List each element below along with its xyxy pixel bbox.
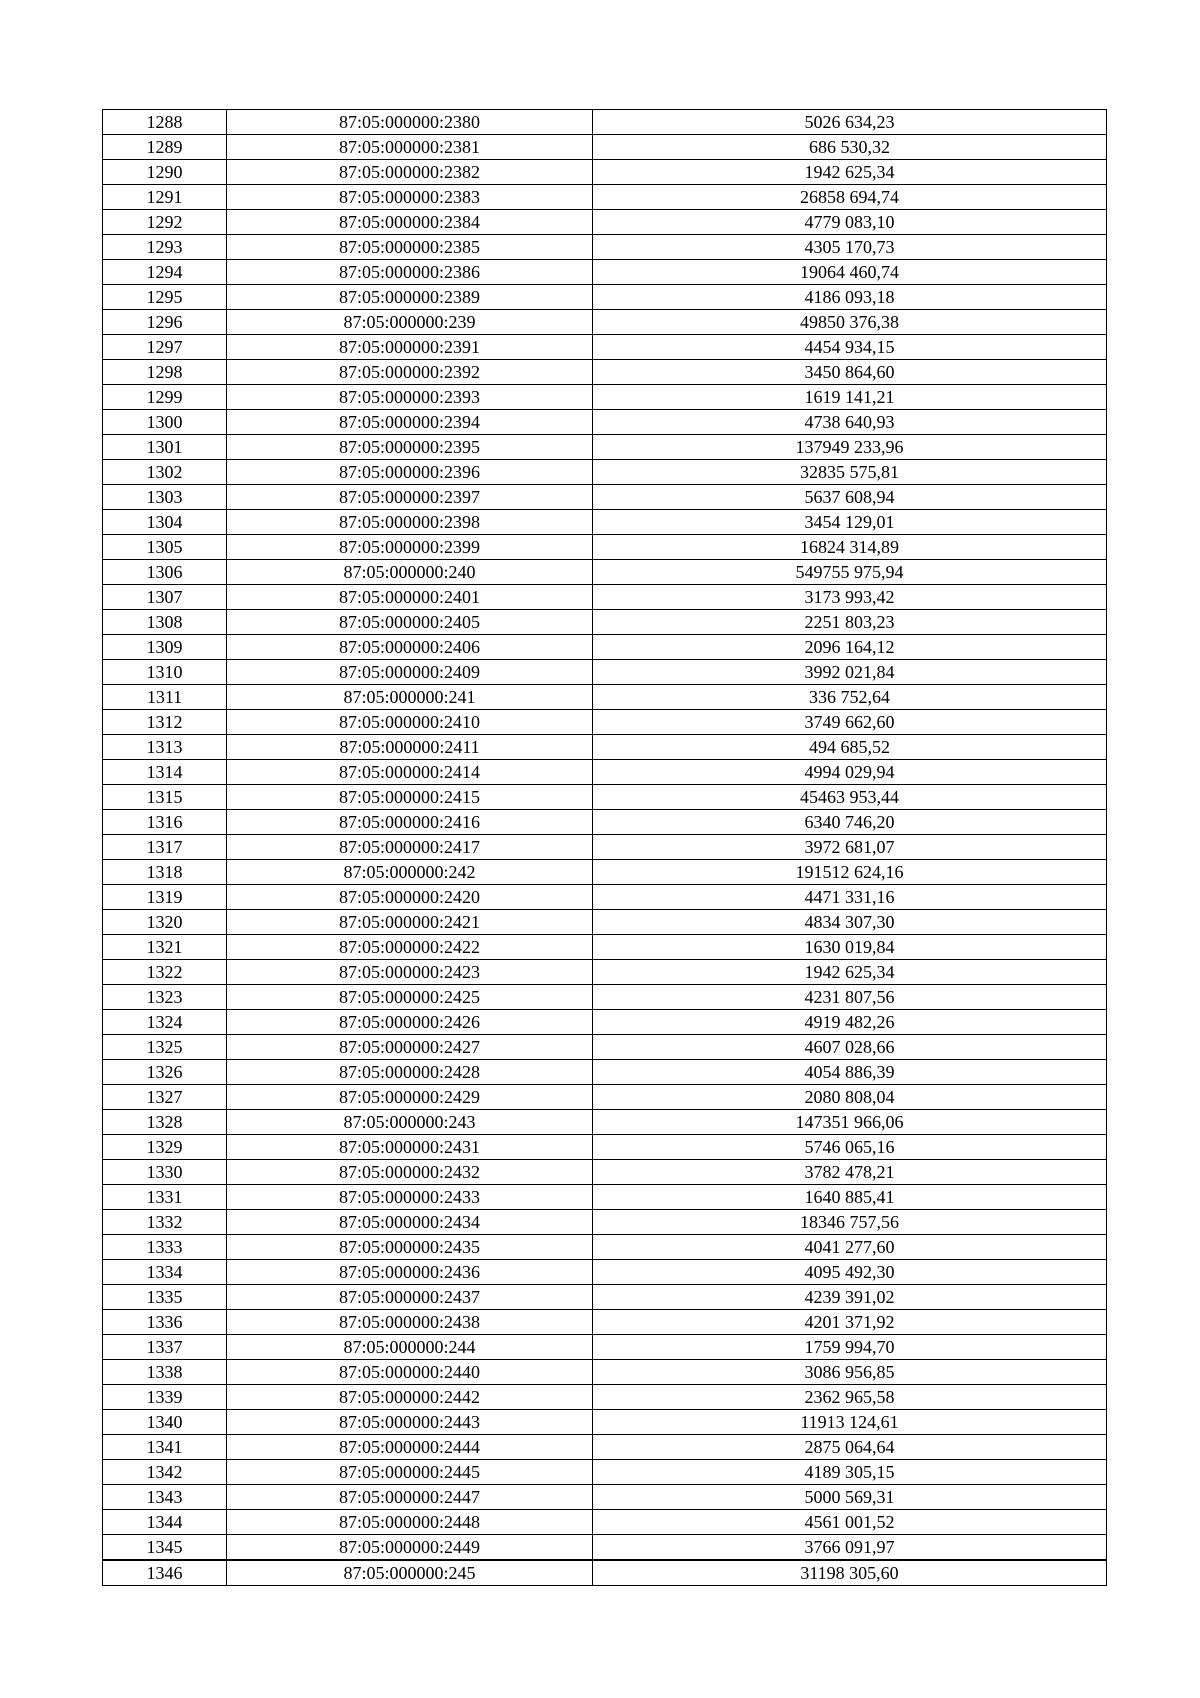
row-number-cell: 1346 <box>103 1560 227 1586</box>
table-row <box>103 385 1107 410</box>
table-row <box>103 285 1107 310</box>
cadastral-value-cell: 4779 083,10 <box>593 210 1107 235</box>
table-row <box>103 835 1107 860</box>
row-number-cell: 1304 <box>103 510 227 535</box>
table-row <box>103 910 1107 935</box>
cadastral-value-cell: 3992 021,84 <box>593 660 1107 685</box>
cadastral-value-cell: 137949 233,96 <box>593 435 1107 460</box>
row-number-cell: 1338 <box>103 1360 227 1385</box>
row-number-cell: 1343 <box>103 1485 227 1510</box>
cadastral-value-cell: 4738 640,93 <box>593 410 1107 435</box>
row-number-cell: 1344 <box>103 1510 227 1535</box>
row-number-cell: 1337 <box>103 1335 227 1360</box>
table-row <box>103 1010 1107 1035</box>
cadastral-number-cell: 87:05:000000:2393 <box>227 385 593 410</box>
table-row <box>103 1310 1107 1335</box>
cadastral-value-cell: 4054 886,39 <box>593 1060 1107 1085</box>
cadastral-value-cell: 3782 478,21 <box>593 1160 1107 1185</box>
cadastral-number-cell: 87:05:000000:2435 <box>227 1235 593 1260</box>
table-row <box>103 585 1107 610</box>
cadastral-number-cell: 87:05:000000:2417 <box>227 835 593 860</box>
cadastral-number-cell: 87:05:000000:2434 <box>227 1210 593 1235</box>
table-row <box>103 1410 1107 1435</box>
row-number-cell: 1297 <box>103 335 227 360</box>
row-number-cell: 1292 <box>103 210 227 235</box>
row-number-cell: 1303 <box>103 485 227 510</box>
row-number-cell: 1324 <box>103 1010 227 1035</box>
table-row <box>103 435 1107 460</box>
row-number-cell: 1334 <box>103 1260 227 1285</box>
cadastral-number-cell: 87:05:000000:2429 <box>227 1085 593 1110</box>
cadastral-number-cell: 87:05:000000:2438 <box>227 1310 593 1335</box>
cadastral-number-cell: 87:05:000000:2420 <box>227 885 593 910</box>
cadastral-value-cell: 1630 019,84 <box>593 935 1107 960</box>
cadastral-number-cell: 87:05:000000:2401 <box>227 585 593 610</box>
cadastral-number-cell: 87:05:000000:2395 <box>227 435 593 460</box>
cadastral-value-cell: 2096 164,12 <box>593 635 1107 660</box>
table-row <box>103 760 1107 785</box>
cadastral-value-cell: 1942 625,34 <box>593 960 1107 985</box>
cadastral-value-cell: 3086 956,85 <box>593 1360 1107 1385</box>
table-row <box>103 1435 1107 1460</box>
row-number-cell: 1339 <box>103 1385 227 1410</box>
table-row <box>103 510 1107 535</box>
cadastral-value-cell: 49850 376,38 <box>593 310 1107 335</box>
cadastral-number-cell: 87:05:000000:2431 <box>227 1135 593 1160</box>
cadastral-value-cell: 6340 746,20 <box>593 810 1107 835</box>
table-row <box>103 1160 1107 1185</box>
row-number-cell: 1313 <box>103 735 227 760</box>
row-number-cell: 1296 <box>103 310 227 335</box>
row-number-cell: 1329 <box>103 1135 227 1160</box>
table-row <box>103 1060 1107 1085</box>
cadastral-value-table <box>102 109 1107 1586</box>
cadastral-number-cell: 87:05:000000:2405 <box>227 610 593 635</box>
table-row <box>103 1360 1107 1385</box>
row-number-cell: 1323 <box>103 985 227 1010</box>
cadastral-value-cell: 4305 170,73 <box>593 235 1107 260</box>
row-number-cell: 1328 <box>103 1110 227 1135</box>
cadastral-number-cell: 87:05:000000:2421 <box>227 910 593 935</box>
row-number-cell: 1317 <box>103 835 227 860</box>
cadastral-number-cell: 87:05:000000:2406 <box>227 635 593 660</box>
table-row <box>103 210 1107 235</box>
cadastral-number-cell: 87:05:000000:2396 <box>227 460 593 485</box>
cadastral-number-cell: 87:05:000000:2447 <box>227 1485 593 1510</box>
table-row <box>103 1535 1107 1561</box>
cadastral-number-cell: 87:05:000000:2398 <box>227 510 593 535</box>
row-number-cell: 1320 <box>103 910 227 935</box>
cadastral-value-cell: 2251 803,23 <box>593 610 1107 635</box>
cadastral-value-cell: 16824 314,89 <box>593 535 1107 560</box>
cadastral-number-cell: 87:05:000000:245 <box>227 1560 593 1586</box>
table-row <box>103 560 1107 585</box>
table-row <box>103 135 1107 160</box>
cadastral-number-cell: 87:05:000000:2442 <box>227 1385 593 1410</box>
table-row <box>103 1235 1107 1260</box>
row-number-cell: 1325 <box>103 1035 227 1060</box>
table-row <box>103 460 1107 485</box>
cadastral-value-cell: 5637 608,94 <box>593 485 1107 510</box>
row-number-cell: 1318 <box>103 860 227 885</box>
row-number-cell: 1306 <box>103 560 227 585</box>
cadastral-number-cell: 87:05:000000:2448 <box>227 1510 593 1535</box>
cadastral-number-cell: 87:05:000000:243 <box>227 1110 593 1135</box>
cadastral-number-cell: 87:05:000000:2394 <box>227 410 593 435</box>
cadastral-number-cell: 87:05:000000:2392 <box>227 360 593 385</box>
cadastral-number-cell: 87:05:000000:2391 <box>227 335 593 360</box>
row-number-cell: 1345 <box>103 1535 227 1561</box>
cadastral-value-cell: 686 530,32 <box>593 135 1107 160</box>
table-row <box>103 535 1107 560</box>
cadastral-value-cell: 3454 129,01 <box>593 510 1107 535</box>
row-number-cell: 1308 <box>103 610 227 635</box>
row-number-cell: 1305 <box>103 535 227 560</box>
row-number-cell: 1295 <box>103 285 227 310</box>
row-number-cell: 1310 <box>103 660 227 685</box>
cadastral-number-cell: 87:05:000000:2428 <box>227 1060 593 1085</box>
row-number-cell: 1300 <box>103 410 227 435</box>
cadastral-number-cell: 87:05:000000:2411 <box>227 735 593 760</box>
cadastral-value-cell: 2362 965,58 <box>593 1385 1107 1410</box>
cadastral-number-cell: 87:05:000000:2426 <box>227 1010 593 1035</box>
cadastral-number-cell: 87:05:000000:2410 <box>227 710 593 735</box>
row-number-cell: 1293 <box>103 235 227 260</box>
cadastral-number-cell: 87:05:000000:2382 <box>227 160 593 185</box>
cadastral-value-cell: 2080 808,04 <box>593 1085 1107 1110</box>
table-row <box>103 710 1107 735</box>
cadastral-number-cell: 87:05:000000:2389 <box>227 285 593 310</box>
cadastral-value-cell: 3766 091,97 <box>593 1535 1107 1561</box>
table-row <box>103 1385 1107 1410</box>
row-number-cell: 1289 <box>103 135 227 160</box>
table-row <box>103 1185 1107 1210</box>
cadastral-value-cell: 4041 277,60 <box>593 1235 1107 1260</box>
table-row <box>103 1460 1107 1485</box>
cadastral-number-cell: 87:05:000000:2427 <box>227 1035 593 1060</box>
cadastral-value-cell: 19064 460,74 <box>593 260 1107 285</box>
row-number-cell: 1319 <box>103 885 227 910</box>
row-number-cell: 1340 <box>103 1410 227 1435</box>
row-number-cell: 1331 <box>103 1185 227 1210</box>
row-number-cell: 1326 <box>103 1060 227 1085</box>
cadastral-value-cell: 1759 994,70 <box>593 1335 1107 1360</box>
table-row <box>103 860 1107 885</box>
row-number-cell: 1294 <box>103 260 227 285</box>
cadastral-number-cell: 87:05:000000:2423 <box>227 960 593 985</box>
row-number-cell: 1291 <box>103 185 227 210</box>
cadastral-value-cell: 2875 064,64 <box>593 1435 1107 1460</box>
table-row <box>103 1260 1107 1285</box>
table-row <box>103 935 1107 960</box>
cadastral-number-cell: 87:05:000000:2416 <box>227 810 593 835</box>
cadastral-number-cell: 87:05:000000:2415 <box>227 785 593 810</box>
cadastral-number-cell: 87:05:000000:2445 <box>227 1460 593 1485</box>
row-number-cell: 1341 <box>103 1435 227 1460</box>
cadastral-number-cell: 87:05:000000:2443 <box>227 1410 593 1435</box>
row-number-cell: 1315 <box>103 785 227 810</box>
table-row <box>103 985 1107 1010</box>
table-row <box>103 235 1107 260</box>
cadastral-number-cell: 87:05:000000:2449 <box>227 1535 593 1561</box>
table-row <box>103 810 1107 835</box>
cadastral-value-cell: 31198 305,60 <box>593 1560 1107 1586</box>
cadastral-number-cell: 87:05:000000:2425 <box>227 985 593 1010</box>
table-row <box>103 110 1107 135</box>
table-row <box>103 310 1107 335</box>
table-row <box>103 1285 1107 1310</box>
cadastral-number-cell: 87:05:000000:2399 <box>227 535 593 560</box>
cadastral-value-cell: 494 685,52 <box>593 735 1107 760</box>
table-row <box>103 1335 1107 1360</box>
cadastral-number-cell: 87:05:000000:2385 <box>227 235 593 260</box>
row-number-cell: 1322 <box>103 960 227 985</box>
row-number-cell: 1288 <box>103 110 227 135</box>
row-number-cell: 1330 <box>103 1160 227 1185</box>
cadastral-value-cell: 4186 093,18 <box>593 285 1107 310</box>
table-row <box>103 685 1107 710</box>
cadastral-value-cell: 4607 028,66 <box>593 1035 1107 1060</box>
cadastral-value-cell: 5746 065,16 <box>593 1135 1107 1160</box>
cadastral-value-cell: 1640 885,41 <box>593 1185 1107 1210</box>
cadastral-value-cell: 3450 864,60 <box>593 360 1107 385</box>
table-row <box>103 960 1107 985</box>
row-number-cell: 1333 <box>103 1235 227 1260</box>
table-row <box>103 1035 1107 1060</box>
cadastral-value-cell: 5026 634,23 <box>593 110 1107 135</box>
row-number-cell: 1307 <box>103 585 227 610</box>
cadastral-value-cell: 4454 934,15 <box>593 335 1107 360</box>
table-row <box>103 360 1107 385</box>
cadastral-value-cell: 1619 141,21 <box>593 385 1107 410</box>
cadastral-number-cell: 87:05:000000:2444 <box>227 1435 593 1460</box>
table-row <box>103 335 1107 360</box>
row-number-cell: 1309 <box>103 635 227 660</box>
cadastral-value-cell: 191512 624,16 <box>593 860 1107 885</box>
cadastral-number-cell: 87:05:000000:2384 <box>227 210 593 235</box>
cadastral-number-cell: 87:05:000000:2422 <box>227 935 593 960</box>
cadastral-value-cell: 4994 029,94 <box>593 760 1107 785</box>
row-number-cell: 1316 <box>103 810 227 835</box>
row-number-cell: 1290 <box>103 160 227 185</box>
cadastral-number-cell: 87:05:000000:2381 <box>227 135 593 160</box>
table-row <box>103 410 1107 435</box>
cadastral-value-cell: 26858 694,74 <box>593 185 1107 210</box>
table-row <box>103 160 1107 185</box>
cadastral-value-cell: 147351 966,06 <box>593 1110 1107 1135</box>
row-number-cell: 1332 <box>103 1210 227 1235</box>
table-row <box>103 185 1107 210</box>
row-number-cell: 1312 <box>103 710 227 735</box>
cadastral-value-cell: 4471 331,16 <box>593 885 1107 910</box>
cadastral-number-cell: 87:05:000000:239 <box>227 310 593 335</box>
row-number-cell: 1301 <box>103 435 227 460</box>
table-row <box>103 735 1107 760</box>
cadastral-value-cell: 4919 482,26 <box>593 1010 1107 1035</box>
cadastral-value-cell: 11913 124,61 <box>593 1410 1107 1435</box>
cadastral-value-cell: 1942 625,34 <box>593 160 1107 185</box>
cadastral-value-cell: 45463 953,44 <box>593 785 1107 810</box>
table-row <box>103 785 1107 810</box>
cadastral-number-cell: 87:05:000000:2436 <box>227 1260 593 1285</box>
cadastral-number-cell: 87:05:000000:2380 <box>227 110 593 135</box>
cadastral-number-cell: 87:05:000000:2437 <box>227 1285 593 1310</box>
table-row <box>103 1085 1107 1110</box>
table-row <box>103 1135 1107 1160</box>
table-body <box>103 110 1107 1586</box>
cadastral-number-cell: 87:05:000000:2409 <box>227 660 593 685</box>
cadastral-value-cell: 4095 492,30 <box>593 1260 1107 1285</box>
row-number-cell: 1302 <box>103 460 227 485</box>
cadastral-value-cell: 5000 569,31 <box>593 1485 1107 1510</box>
table-row <box>103 635 1107 660</box>
cadastral-number-cell: 87:05:000000:240 <box>227 560 593 585</box>
row-number-cell: 1342 <box>103 1460 227 1485</box>
row-number-cell: 1299 <box>103 385 227 410</box>
cadastral-value-cell: 549755 975,94 <box>593 560 1107 585</box>
cadastral-value-cell: 3749 662,60 <box>593 710 1107 735</box>
row-number-cell: 1336 <box>103 1310 227 1335</box>
table-row <box>103 1485 1107 1510</box>
cadastral-value-cell: 4561 001,52 <box>593 1510 1107 1535</box>
cadastral-number-cell: 87:05:000000:244 <box>227 1335 593 1360</box>
table-row <box>103 1560 1107 1586</box>
cadastral-number-cell: 87:05:000000:2386 <box>227 260 593 285</box>
row-number-cell: 1327 <box>103 1085 227 1110</box>
row-number-cell: 1314 <box>103 760 227 785</box>
table-row <box>103 610 1107 635</box>
table-row <box>103 660 1107 685</box>
cadastral-number-cell: 87:05:000000:241 <box>227 685 593 710</box>
table-row <box>103 885 1107 910</box>
cadastral-value-cell: 4239 391,02 <box>593 1285 1107 1310</box>
cadastral-number-cell: 87:05:000000:242 <box>227 860 593 885</box>
row-number-cell: 1298 <box>103 360 227 385</box>
cadastral-value-cell: 4834 307,30 <box>593 910 1107 935</box>
table-row <box>103 485 1107 510</box>
cadastral-value-cell: 336 752,64 <box>593 685 1107 710</box>
table-row <box>103 260 1107 285</box>
cadastral-number-cell: 87:05:000000:2440 <box>227 1360 593 1385</box>
cadastral-number-cell: 87:05:000000:2414 <box>227 760 593 785</box>
cadastral-number-cell: 87:05:000000:2433 <box>227 1185 593 1210</box>
cadastral-value-cell: 4231 807,56 <box>593 985 1107 1010</box>
table-row <box>103 1110 1107 1135</box>
row-number-cell: 1335 <box>103 1285 227 1310</box>
row-number-cell: 1311 <box>103 685 227 710</box>
table-row <box>103 1210 1107 1235</box>
cadastral-value-cell: 32835 575,81 <box>593 460 1107 485</box>
cadastral-number-cell: 87:05:000000:2397 <box>227 485 593 510</box>
cadastral-value-cell: 4189 305,15 <box>593 1460 1107 1485</box>
cadastral-value-cell: 4201 371,92 <box>593 1310 1107 1335</box>
cadastral-number-cell: 87:05:000000:2432 <box>227 1160 593 1185</box>
row-number-cell: 1321 <box>103 935 227 960</box>
cadastral-number-cell: 87:05:000000:2383 <box>227 185 593 210</box>
table-row <box>103 1510 1107 1535</box>
cadastral-value-cell: 18346 757,56 <box>593 1210 1107 1235</box>
cadastral-value-cell: 3173 993,42 <box>593 585 1107 610</box>
cadastral-value-cell: 3972 681,07 <box>593 835 1107 860</box>
